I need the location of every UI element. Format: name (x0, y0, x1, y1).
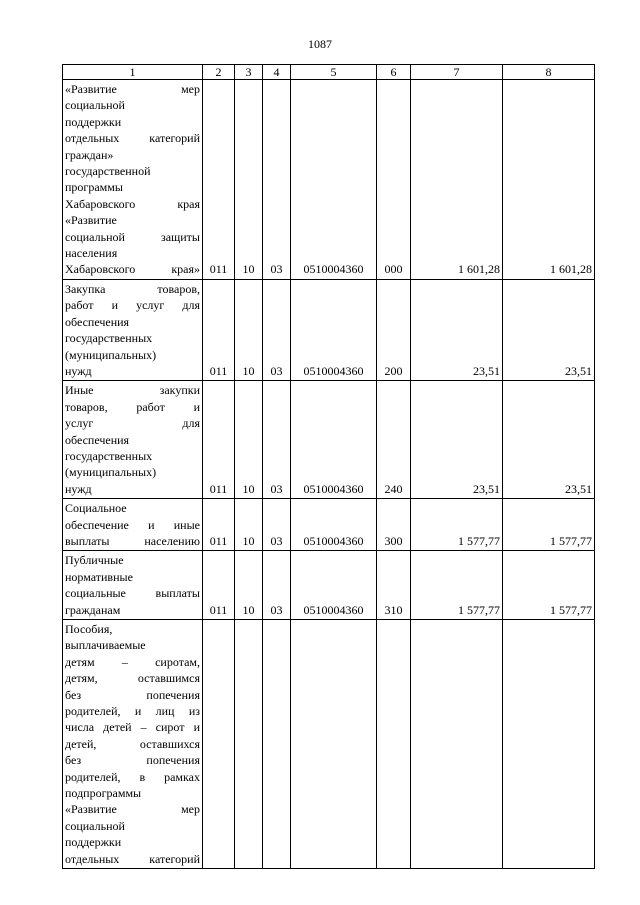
description-line: граждан» (65, 147, 114, 162)
description-line: социальной (65, 818, 125, 833)
description-line: обеспечения (65, 432, 130, 447)
cell-expense-type (377, 620, 411, 869)
table-row (63, 499, 595, 551)
row-description (63, 499, 203, 551)
description-line: выплачиваемые (65, 638, 146, 653)
description-line: выплаты населению (65, 533, 200, 548)
description-line: родителей, и лиц из (65, 704, 200, 719)
column-header: 8 (503, 65, 595, 80)
row-description (63, 279, 203, 380)
description-line: нужд (65, 363, 92, 378)
description-line: социальные выплаты (65, 586, 200, 601)
description-line: услуг для (65, 416, 200, 431)
cell-section (235, 620, 263, 869)
description-line: (муниципальных) (65, 347, 157, 362)
description-line: обеспечения (65, 314, 130, 329)
cell-ministry-code (203, 620, 235, 869)
description-line: Закупка товаров, (65, 281, 200, 296)
cell-expense-type: 300 (377, 499, 411, 551)
cell-amount-8: 1 601,28 (503, 80, 595, 280)
cell-subsection: 03 (263, 279, 291, 380)
column-header: 6 (377, 65, 411, 80)
description-line: отдельных категорий (65, 851, 200, 866)
cell-amount-7: 1 577,77 (411, 551, 503, 620)
row-description (63, 381, 203, 499)
description-line: нормативные (65, 569, 133, 584)
description-line: государственных (65, 448, 153, 463)
row-description (63, 80, 203, 280)
cell-subsection: 03 (263, 499, 291, 551)
table-header-row (63, 65, 595, 80)
cell-ministry-code: 011 (203, 279, 235, 380)
cell-ministry-code: 011 (203, 551, 235, 620)
table-row (63, 80, 595, 280)
cell-amount-8: 23,51 (503, 279, 595, 380)
cell-ministry-code: 011 (203, 499, 235, 551)
cell-section: 10 (235, 551, 263, 620)
description-line: отдельных категорий (65, 131, 200, 146)
description-line: «Развитие (65, 213, 117, 228)
cell-subsection: 03 (263, 80, 291, 280)
cell-target-article: 0510004360 (291, 381, 377, 499)
cell-ministry-code: 011 (203, 381, 235, 499)
column-header: 5 (291, 65, 377, 80)
cell-target-article (291, 620, 377, 869)
description-line: обеспечение и иные (65, 517, 200, 532)
row-description (63, 551, 203, 620)
cell-amount-7: 23,51 (411, 279, 503, 380)
description-line: Хабаровского края (65, 196, 200, 211)
cell-amount-8: 23,51 (503, 381, 595, 499)
cell-amount-7: 1 577,77 (411, 499, 503, 551)
description-line: (муниципальных) (65, 465, 157, 480)
cell-subsection (263, 620, 291, 869)
description-line: Публичные (65, 553, 124, 568)
description-line: нужд (65, 481, 92, 496)
cell-expense-type: 000 (377, 80, 411, 280)
description-line: гражданам (65, 602, 121, 617)
cell-amount-8: 1 577,77 (503, 499, 595, 551)
row-description (63, 620, 203, 869)
description-line: без попечения (65, 687, 200, 702)
description-line: детям, оставшимся (65, 671, 200, 686)
description-line: «Развитие мер (65, 802, 200, 817)
cell-amount-8: 1 577,77 (503, 551, 595, 620)
cell-ministry-code: 011 (203, 80, 235, 280)
description-line: числа детей – сирот и (65, 720, 200, 735)
description-line: детям – сиротам, (65, 654, 200, 669)
column-header: 7 (411, 65, 503, 80)
description-line: поддержки (65, 114, 122, 129)
description-line: населения (65, 246, 118, 261)
description-line: родителей, в рамках (65, 769, 200, 784)
cell-amount-7: 1 601,28 (411, 80, 503, 280)
cell-subsection: 03 (263, 381, 291, 499)
description-line: работ и услуг для (65, 298, 200, 313)
description-line: товаров, работ и (65, 399, 200, 414)
cell-section: 10 (235, 381, 263, 499)
description-line: Социальное (65, 501, 127, 516)
cell-amount-7: 23,51 (411, 381, 503, 499)
table-row (63, 279, 595, 380)
description-line: поддержки (65, 835, 122, 850)
description-line: программы (65, 180, 123, 195)
cell-target-article: 0510004360 (291, 551, 377, 620)
description-line: Иные закупки (65, 383, 200, 398)
cell-section: 10 (235, 279, 263, 380)
cell-section: 10 (235, 499, 263, 551)
cell-expense-type: 310 (377, 551, 411, 620)
cell-subsection: 03 (263, 551, 291, 620)
table-row (63, 620, 595, 869)
table-row (63, 551, 595, 620)
cell-target-article: 0510004360 (291, 80, 377, 280)
description-line: подпрограммы (65, 786, 142, 801)
description-line: государственных (65, 331, 153, 346)
cell-amount-7 (411, 620, 503, 869)
description-line: Пособия, (65, 622, 113, 636)
cell-target-article: 0510004360 (291, 279, 377, 380)
column-header: 1 (63, 65, 203, 80)
cell-amount-8 (503, 620, 595, 869)
column-header: 3 (235, 65, 263, 80)
description-line: Хабаровского края» (65, 262, 200, 277)
cell-expense-type: 240 (377, 381, 411, 499)
description-line: без попечения (65, 753, 200, 768)
description-line: «Развитие мер (65, 82, 200, 96)
column-header: 2 (203, 65, 235, 80)
column-header: 4 (263, 65, 291, 80)
description-line: социальной (65, 98, 125, 113)
description-line: государственной (65, 164, 151, 179)
table-row (63, 381, 595, 499)
description-line: социальной защиты (65, 229, 200, 244)
cell-target-article: 0510004360 (291, 499, 377, 551)
budget-table (62, 64, 595, 869)
cell-expense-type: 200 (377, 279, 411, 380)
description-line: детей, оставшихся (65, 736, 200, 751)
cell-section: 10 (235, 80, 263, 280)
page-number: 1087 (308, 37, 332, 51)
